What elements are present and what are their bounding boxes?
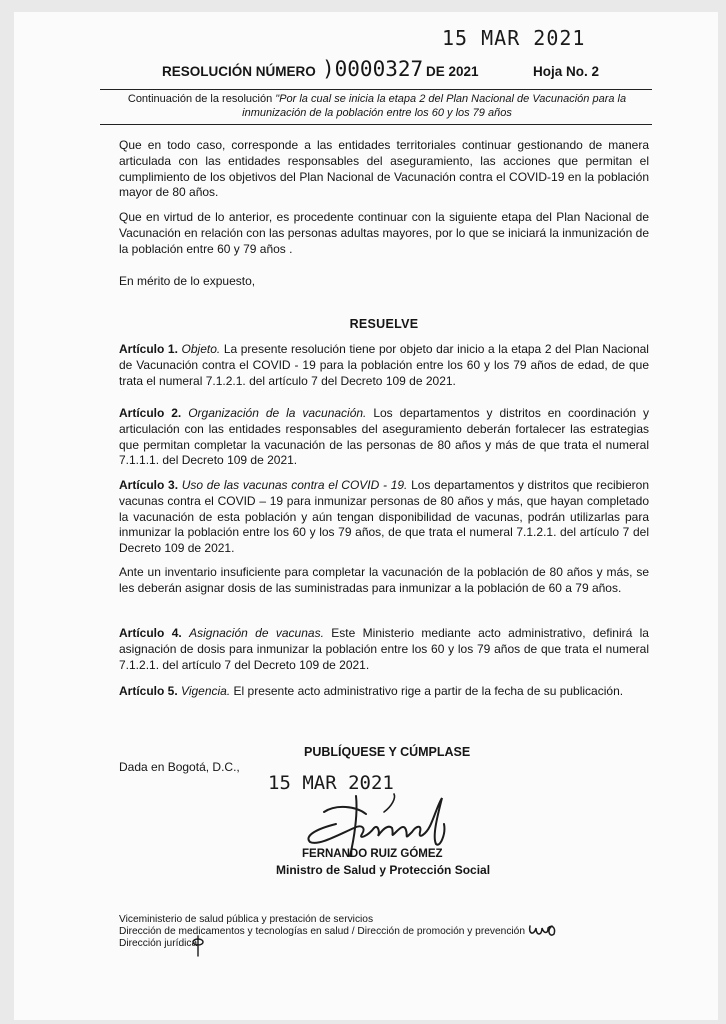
article-2-text: Los departamentos y distritos en coordinación y articulación con las entidades responsables del aseguramiento deberán fortalecer las estrategias que permitan completar la vacunación de las personas de 80 años y más de que trata el numeral 7.1.1.1. del Decreto 109 de 2021.: [119, 406, 649, 468]
paragraph-territorial-entities: Que en todo caso, corresponde a las entidades territoriales continuar gestionando de manera articulada con las entidades responsables del aseguramiento, las acciones que permitan el cumplimiento de los objetivos del Plan Nacional de Vacunación contra el COVID-19 en la población mayor de 80 años.: [119, 138, 649, 200]
resolution-number-value: )0000327: [322, 57, 424, 81]
continuation-title: "Por la cual se inicia la etapa 2 del Plan Nacional de Vacunación para la inmunización de la población entre los 60 y los 79 años: [242, 93, 627, 119]
resolution-year: DE 2021: [426, 64, 479, 79]
footer-line-viceministry: Viceministerio de salud pública y prestación de servicios: [119, 914, 374, 925]
footer-line-legal: Dirección jurídica: [119, 938, 198, 949]
article-1-label: Artículo 1.: [119, 342, 178, 356]
article-1: [119, 342, 649, 389]
article-1-text: La presente resolución tiene por objeto dar inicio a la etapa 2 del Plan Nacional de Vacunación contra el COVID - 19 para la población entre los 60 y los 79 años de edad, de que trata el numeral 7.1.2.1. del artículo 7 del Decreto 109 de 2021.: [119, 342, 649, 388]
header-divider-top: [100, 89, 652, 90]
article-2-label: Artículo 2.: [119, 406, 182, 420]
signer-title: Ministro de Salud y Protección Social: [276, 863, 491, 877]
initials-mark-icon: [190, 934, 206, 958]
article-3-title: Uso de las vacunas contra el COVID - 19.: [181, 478, 408, 492]
article-5-label: Artículo 5.: [119, 684, 178, 698]
article-1-title: Objeto.: [181, 342, 221, 356]
continuation-prefix: Continuación de la resolución: [127, 93, 273, 105]
footer-line-directions: Dirección de medicamentos y tecnologías en salud / Dirección de promoción y prevención: [119, 926, 526, 937]
article-2: [119, 406, 649, 469]
article-4: [119, 626, 649, 673]
article-5-title: Vigencia.: [181, 684, 231, 698]
article-4-text: Este Ministerio mediante acto administrativo, definirá la asignación de dosis para inmunizar la población entre los 60 y los 79 años de que trata el numeral 7.1.2.1. del artículo 7 del Decreto 109 de 2021.: [119, 626, 649, 672]
paragraph-merit: En mérito de lo expuesto,: [119, 274, 256, 288]
paragraph-next-stage: Que en virtud de lo anterior, es procedente continuar con la siguiente etapa del Plan Nacional de Vacunación en relación con las personas adultas mayores, por lo que se iniciará la inmunización de la población entre 60 y 79 años .: [119, 210, 649, 256]
article-4-label: Artículo 4.: [119, 626, 182, 640]
resolution-number-label: RESOLUCIÓN NÚMERO: [162, 64, 316, 79]
paragraph-insufficient-inventory: Ante un inventario insuficiente para completar la vacunación de la población de 80 años y más, se les deberán asignar dosis de las suministradas para inmunizar a la población de 60 a 79 años.: [119, 565, 649, 595]
sheet-number: Hoja No. 2: [533, 64, 600, 79]
stamped-date: 15 MAR 2021: [442, 26, 586, 50]
article-3-label: Artículo 3.: [119, 478, 179, 492]
issued-place: Dada en Bogotá, D.C.,: [119, 760, 240, 774]
resolution-header: [144, 57, 624, 84]
article-4-title: Asignación de vacunas.: [189, 626, 324, 640]
signature-date-stamp: 15 MAR 2021: [268, 772, 394, 794]
signer-name: FERNANDO RUIZ GÓMEZ: [302, 848, 443, 860]
article-5-text: El presente acto administrativo rige a partir de la fecha de su publicación.: [233, 684, 624, 698]
publish-and-comply: PUBLÍQUESE Y CÚMPLASE: [304, 745, 471, 759]
continuation-note: [106, 92, 648, 120]
article-5: [119, 684, 649, 700]
article-2-title: Organización de la vacunación.: [188, 406, 367, 420]
document-page: [14, 12, 718, 1020]
article-3-text: Los departamentos y distritos que recibieron vacunas contra el COVID – 19 para inmunizar personas de 80 años y más, que hayan completado la vacunación de esta población y aún tengan disponibilidad de vacunas, podrán utilizarlas para inmunizar la población entre los 60 y los 79 años, de que trata el numeral 7.1.2.1. del artículo 7 del Decreto 109 de 2021.: [119, 478, 649, 556]
header-divider-bottom: [100, 124, 652, 125]
resuelve-heading: RESUELVE: [349, 317, 419, 331]
article-3: [119, 478, 649, 557]
initials-mark-icon: [526, 916, 562, 942]
